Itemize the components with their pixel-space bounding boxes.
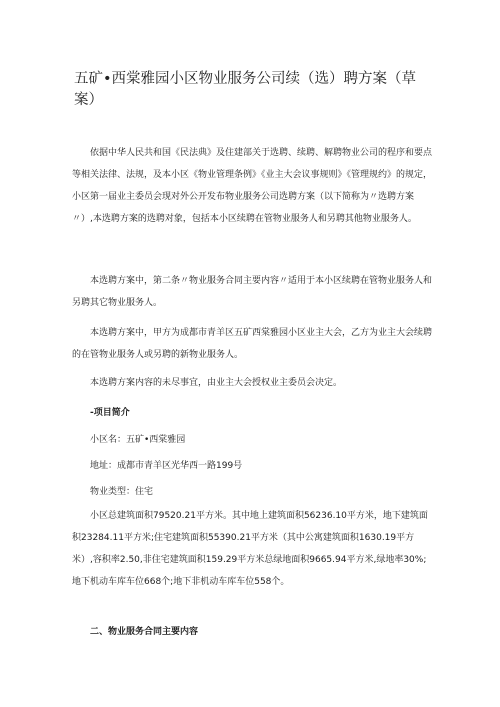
paragraph-block bbox=[72, 322, 434, 366]
section-heading-contract-contents: 二、物业服务合同主要内容 bbox=[90, 627, 199, 637]
field-property-type: 物业类型：住宅 bbox=[90, 487, 154, 497]
intro-paragraph bbox=[72, 142, 434, 230]
section-heading-project-intro: -项目简介 bbox=[90, 408, 130, 418]
document-title: 五矿•西棠雅园小区物业服务公司续（选）聘方案（草案） bbox=[74, 71, 417, 108]
paragraph-block bbox=[72, 372, 434, 394]
field-building-area: 小区总建筑面积79520.21平方米。其中地上建筑面积56236.10平方米，地下建筑面积23284.11平方米;住宅建筑面积55390.21平方米（其中公寓建筑面积1630.19平方米）,容积率2.50,非住宅建筑面积159.29平方米总绿地面积9665.94平方米,绿地率30%;地下机动车库车位668个;地下非机动车库车位558个。 bbox=[72, 511, 428, 587]
field-address: 地址：成都市青羊区光华西一路199号 bbox=[90, 461, 243, 471]
paragraph-remaining-matters: 本选聘方案内容的未尽事宜，由业主大会授权业主委员会决定。 bbox=[90, 378, 343, 388]
paragraph-block bbox=[72, 270, 434, 314]
paragraph-block bbox=[72, 505, 434, 593]
field-community-name: 小区名：五矿•西棠雅园 bbox=[90, 435, 186, 445]
paragraph-parties: 本选聘方案中，甲方为成都市青羊区五矿西棠雅园小区业主大会，乙方为业主大会续聘的在管物业服务人或另聘的新物业服务人。 bbox=[72, 328, 433, 360]
paragraph-legal-basis: 依据中华人民共和国《民法典》及住建部关于选聘、续聘、解聘物业公司的程序和要点等相关法律、法规，及本小区《物业管理条例》《业主大会议事规则》《管理规约》的规定，小区第一届业主委员会现对外公开发布物业服务公司选聘方案（以下简称为〃选聘方案〃）,本选聘方案的选聘对象，包括本小区续聘在管物业服务人和另聘其他物业服务人。 bbox=[72, 148, 433, 224]
paragraph-scope: 本选聘方案中，第二条〃物业服务合同主要内容〃适用于本小区续聘在管物业服务人和另聘其它物业服务人。 bbox=[72, 276, 433, 308]
